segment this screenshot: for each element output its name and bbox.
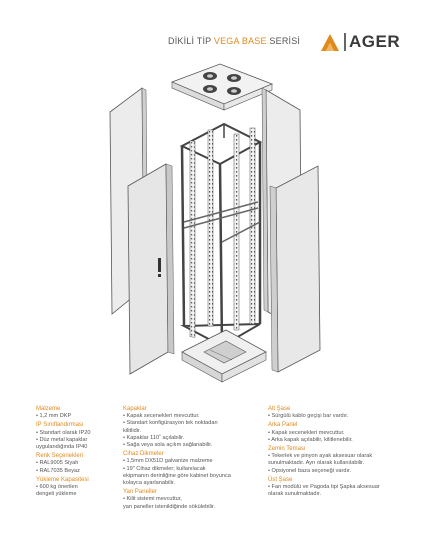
- spec-item: • Standart olarak IP20: [36, 430, 122, 437]
- front-door: [128, 164, 174, 374]
- right-side-panel: [270, 166, 320, 372]
- spec-item: • Fan modülü ve Pagoda tipi Şapka aksesuar: [268, 484, 398, 491]
- section-heading: Kapaklar: [123, 406, 147, 412]
- exploded-cabinet-drawing: [100, 62, 340, 402]
- spec-item: dengeli yükleme: [36, 491, 77, 498]
- section-heading: Arka Panel: [268, 422, 298, 429]
- spec-item: • 1,5mm DX51D galvanize malzeme: [123, 458, 269, 465]
- section-heading: Alt Şase: [268, 406, 291, 412]
- spec-item: kolayca ayarlanabilir.: [123, 480, 175, 487]
- spec-item: • Opsiyonel baza seçeneği vardır.: [268, 468, 398, 475]
- spec-item: • 1,2 mm DKP: [36, 413, 122, 420]
- top-cover: [172, 64, 272, 110]
- spec-item: • Düz metal kapaklar: [36, 437, 122, 444]
- spec-item: • Tekerlek ve pinyon ayak aksesuar olarak: [268, 453, 398, 460]
- spec-item: kilitlidir.: [123, 427, 142, 434]
- cabinet-frame: [182, 124, 260, 346]
- title-part-1: DİKİLİ TİP: [168, 36, 212, 46]
- section-heading: Yükleme Kapasitesi: [36, 476, 89, 483]
- section-heading: Yan Paneller: [123, 489, 157, 496]
- spec-item: yan paneller istenildiğinde sökülebilir.: [123, 503, 216, 510]
- section-heading: Malzeme: [36, 406, 61, 412]
- spec-item: • Kapak secenekleri mevcuttur.: [268, 430, 398, 437]
- spec-item: • Standart konfigürasyon tek noktadan: [123, 420, 269, 427]
- logo-separator: [344, 33, 346, 51]
- brand-logo: [319, 30, 419, 54]
- spec-item: • RAL9005 Siyah: [36, 460, 122, 467]
- spec-item: • RAL7035 Beyaz: [36, 468, 122, 475]
- spec-item: ekipmanın derinliğine göre kabinet boyunca: [123, 472, 231, 479]
- section-heading: IP Sınıflandırması: [36, 422, 84, 429]
- spec-item: • Sağa veya sola açılım sağlanabilir.: [123, 442, 269, 449]
- header: [0, 30, 430, 54]
- section-heading: Üst Şase: [268, 476, 293, 483]
- spec-section: [0, 406, 430, 552]
- spec-item: olarak sunulmaktadır.: [268, 491, 322, 498]
- title-part-3: SERİSİ: [269, 36, 301, 46]
- section-heading: Zemin Teması: [268, 446, 306, 453]
- brand-wordmark: AGER: [349, 32, 401, 51]
- spec-item: • Arka kapak açılabilir, kilitlenebilir.: [268, 437, 398, 444]
- spec-column-3: [268, 406, 398, 498]
- section-heading: Renk Seçenekleri: [36, 453, 84, 460]
- spec-column-2: [123, 406, 269, 511]
- spec-item: • Sürgülü kablo geçişi bar vardır.: [268, 413, 398, 420]
- spec-item: • 600 kg önerilen: [36, 484, 122, 491]
- series-title: [168, 36, 300, 46]
- brand-mark-icon: [319, 32, 341, 52]
- spec-item: • Kapaklar 110˚ açılabilir.: [123, 435, 269, 442]
- spec-item: • Kilit sistemi mevcuttur,: [123, 496, 269, 503]
- spec-item: • 19" Cihaz dikmeler; kullanılacak: [123, 466, 269, 473]
- title-part-2: VEGA BASE: [213, 36, 267, 46]
- spec-item: • Kapak secenekleri mevcuttur.: [123, 413, 269, 420]
- spec-item: sunulmaktadır. Ayrı olarak kullanılabilir.: [268, 460, 365, 467]
- section-heading: Cihaz Dikmeler: [123, 451, 164, 458]
- spec-item: uygulandığında IP40: [36, 444, 88, 451]
- spec-column-1: [36, 406, 122, 498]
- cabinet-illustration: [100, 62, 340, 402]
- bottom-base: [182, 330, 266, 382]
